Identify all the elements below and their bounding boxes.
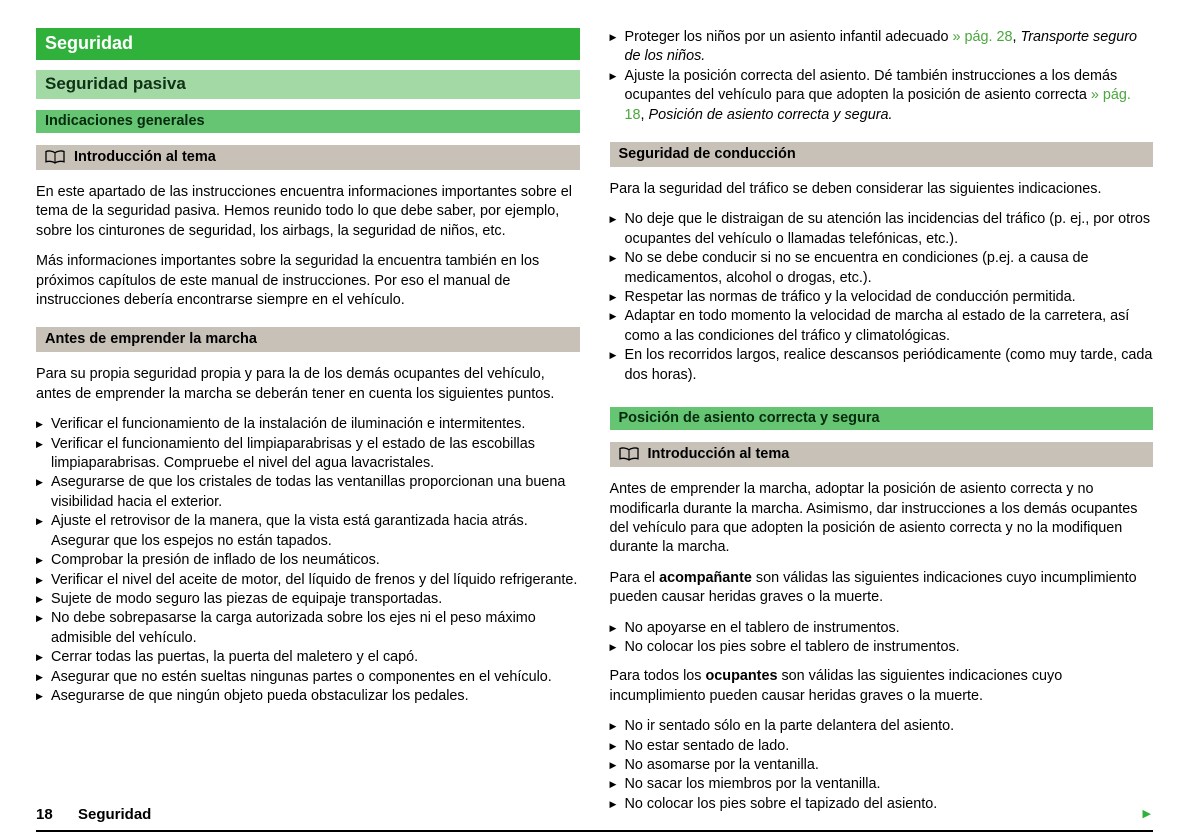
bullet-item bbox=[36, 590, 580, 609]
before-driving-bar bbox=[36, 327, 580, 352]
seat-position-section-bar: Posición de asiento correcta y segura bbox=[610, 407, 1154, 430]
bullet-item bbox=[36, 571, 580, 590]
bullet-marker-icon: ▶ bbox=[609, 779, 617, 790]
bullet-text: Verificar el funcionamiento de la instalación de iluminación e intermitentes. bbox=[51, 416, 526, 433]
bullet-item bbox=[610, 775, 1154, 794]
bullet-marker-icon: ▶ bbox=[36, 593, 43, 604]
footer-text bbox=[36, 806, 1153, 823]
chapter-title-bar: Seguridad bbox=[36, 28, 580, 60]
bullet-item bbox=[610, 717, 1154, 736]
bullet-marker-icon: ▶ bbox=[36, 574, 43, 585]
bullet-marker-icon: ▶ bbox=[609, 721, 617, 732]
bullet-marker-icon: ▶ bbox=[609, 740, 617, 751]
bullet-marker-icon: ▶ bbox=[609, 311, 617, 322]
bullet-marker-icon: ▶ bbox=[36, 555, 43, 566]
bullet-item bbox=[36, 609, 580, 648]
text-segment: Transporte seguro de los niños. bbox=[624, 29, 1138, 65]
bullet-item bbox=[610, 249, 1154, 288]
bullet-text: No sacar los miembros por la ventanilla. bbox=[624, 776, 881, 793]
bullet-item bbox=[36, 512, 580, 551]
left-column bbox=[36, 28, 580, 824]
bullet-marker-icon: ▶ bbox=[609, 622, 617, 633]
driving-safety-label: Seguridad de conducción bbox=[618, 146, 796, 163]
intro-paragraph-2: Más informaciones importantes sobre la seguridad la encuentra también en los próximos capítulos de este manual de instrucciones. Por eso el manual de instrucciones debería encontrarse siempre en el vehículo. bbox=[36, 253, 540, 309]
open-book-icon bbox=[619, 447, 639, 461]
bullet-item bbox=[610, 28, 1154, 67]
bullet-item bbox=[610, 638, 1154, 657]
text-segment: son válidas las siguientes indicaciones cuyo incumplimiento pueden causar heridas graves o la muerte. bbox=[609, 569, 1137, 606]
bullet-marker-icon: ▶ bbox=[609, 214, 617, 225]
bullet-item bbox=[36, 435, 580, 474]
text-segment: ocupantes bbox=[705, 668, 778, 685]
pre-drive-checklist bbox=[36, 415, 580, 706]
before-driving-paragraph: Para su propia seguridad propia y para la de los demás ocupantes del vehículo, antes de emprender la marcha se deberán tener en cuenta los siguientes puntos. bbox=[36, 366, 555, 402]
bullet-text: Adaptar en todo momento la velocidad de marcha al estado de la carretera, así como a las condiciones del tráfico y climatológicas. bbox=[624, 308, 1130, 344]
intro-topic-bar-2 bbox=[610, 442, 1154, 467]
text-segment: , bbox=[640, 106, 649, 123]
bullet-text: Asegurarse de que los cristales de todas las ventanillas proporcionan una buena visibilidad hacia el exterior. bbox=[51, 474, 566, 510]
bullet-marker-icon: ▶ bbox=[36, 613, 43, 624]
bullet-marker-icon: ▶ bbox=[609, 350, 617, 361]
intro-topic-label-2: Introducción al tema bbox=[647, 446, 790, 463]
bullet-text: Ajuste el retrovisor de la manera, que la vista está garantizada hacia atrás. Asegurar que los espejos no están tapados. bbox=[51, 513, 528, 549]
bullet-marker-icon: ▶ bbox=[609, 641, 617, 652]
text-segment: Para el bbox=[609, 569, 660, 586]
bullet-text: Verificar el funcionamiento del limpiaparabrisas y el estado de las escobillas limpiaparabrisas. Compruebe el nivel del agua lavacristales. bbox=[51, 435, 535, 472]
bullet-marker-icon: ▶ bbox=[36, 671, 43, 682]
bullet-text: No colocar los pies sobre el tablero de instrumentos. bbox=[624, 638, 960, 655]
seat-position-paragraph: Antes de emprender la marcha, adoptar la posición de asiento correcta y no modificarla durante la marcha. Asimismo, dar instrucciones a los demás ocupantes del vehículo para que adopten la posición de asiento correcta y no la modifiquen durante la marcha. bbox=[609, 481, 1138, 556]
driving-safety-list bbox=[610, 210, 1154, 385]
bullet-item bbox=[610, 307, 1154, 346]
continuation-arrow-icon: ▶ bbox=[1142, 807, 1151, 820]
bullet-item bbox=[610, 288, 1154, 307]
bullet-item bbox=[610, 67, 1154, 125]
bullet-text: Asegurarse de que ningún objeto pueda obstaculizar los pedales. bbox=[51, 687, 469, 704]
bullet-marker-icon: ▶ bbox=[609, 70, 617, 81]
open-book-icon bbox=[45, 150, 65, 164]
bullet-item bbox=[610, 756, 1154, 775]
bullet-item bbox=[36, 648, 580, 667]
page-reference-link[interactable]: » pág. 28 bbox=[952, 29, 1013, 45]
bullet-marker-icon: ▶ bbox=[609, 253, 617, 264]
driving-safety-paragraph: Para la seguridad del tráfico se deben considerar las siguientes indicaciones. bbox=[609, 181, 1102, 198]
page-number: 18 bbox=[36, 806, 53, 823]
bullet-item bbox=[36, 668, 580, 687]
bullet-item bbox=[36, 551, 580, 570]
bullet-text: Respetar las normas de tráfico y la velocidad de conducción permitida. bbox=[624, 289, 1076, 306]
text-segment: Posición de asiento correcta y segura. bbox=[648, 106, 893, 123]
bullet-marker-icon: ▶ bbox=[609, 292, 617, 303]
text-segment: Ajuste la posición correcta del asiento. Dé también instrucciones a los demás ocupantes del vehículo para que adopten la posición de asiento correcta bbox=[624, 67, 1118, 104]
bullet-marker-icon: ▶ bbox=[36, 419, 43, 430]
bullet-text: Comprobar la presión de inflado de los neumáticos. bbox=[51, 552, 380, 569]
footer-rule bbox=[36, 830, 1153, 832]
bullet-text: No se debe conducir si no se encuentra en condiciones (p.ej. a causa de medicamentos, alcohol o drogas, etc.). bbox=[624, 250, 1089, 286]
bullet-item bbox=[36, 473, 580, 512]
bullet-text: No deje que le distraigan de su atención las incidencias del tráfico (p. ej., por otros ocupantes del vehículo o llamadas telefónicas, etc.). bbox=[624, 211, 1151, 247]
bullet-text: Sujete de modo seguro las piezas de equipaje transportadas. bbox=[51, 590, 443, 607]
subsection-title-bar: Indicaciones generales bbox=[36, 110, 580, 133]
bullet-marker-icon: ▶ bbox=[36, 690, 43, 701]
page-reference-link[interactable]: » pág. 18 bbox=[624, 87, 1131, 123]
bullet-item bbox=[610, 346, 1154, 385]
bullet-marker-icon: ▶ bbox=[36, 516, 43, 527]
passenger-paragraph bbox=[610, 569, 1154, 608]
occupants-rules-list bbox=[610, 717, 1154, 814]
bullet-text: En los recorridos largos, realice descansos periódicamente (como muy tarde, cada dos horas). bbox=[624, 347, 1153, 383]
text-segment: acompañante bbox=[659, 569, 752, 586]
intro-topic-label: Introducción al tema bbox=[74, 149, 216, 165]
driving-safety-bar bbox=[610, 142, 1154, 167]
bullet-marker-icon: ▶ bbox=[36, 438, 43, 449]
bullet-text: Verificar el nivel del aceite de motor, del líquido de frenos y del líquido refrigerante. bbox=[51, 571, 578, 588]
text-segment: Proteger los niños por un asiento infantil adecuado bbox=[624, 29, 953, 45]
occupants-paragraph bbox=[610, 667, 1154, 706]
bullet-item bbox=[610, 619, 1154, 638]
passenger-rules-list bbox=[610, 619, 1154, 658]
bullet-marker-icon: ▶ bbox=[609, 32, 617, 42]
text-segment: son válidas las siguientes indicaciones cuyo incumplimiento pueden causar heridas graves o la muerte. bbox=[609, 668, 1063, 704]
before-driving-label: Antes de emprender la marcha bbox=[45, 331, 257, 348]
bullet-marker-icon: ▶ bbox=[609, 798, 617, 809]
bullet-text bbox=[625, 28, 1154, 67]
intro-paragraph-1: En este apartado de las instrucciones encuentra informaciones importantes sobre el tema de la seguridad pasiva. Hemos reunido todo lo que debe saber, por ejemplo, sobre los cinturones de seguridad, los airbags, la seguridad de niños, etc. bbox=[36, 184, 572, 239]
bullet-text: Cerrar todas las puertas, la puerta del maletero y el capó. bbox=[51, 649, 419, 666]
page-footer bbox=[36, 806, 1153, 832]
bullet-text: No debe sobrepasarse la carga autorizada sobre los ejes ni el peso máximo admisible del vehículo. bbox=[51, 610, 536, 646]
bullet-item bbox=[36, 415, 580, 434]
intro-topic-bar bbox=[36, 145, 580, 170]
bullet-text: No estar sentado de lado. bbox=[624, 737, 790, 754]
text-segment: , bbox=[1012, 29, 1021, 45]
bullet-marker-icon: ▶ bbox=[36, 652, 43, 663]
bullet-text: No apoyarse en el tablero de instrumentos. bbox=[624, 619, 900, 636]
bullet-text: No ir sentado sólo en la parte delantera del asiento. bbox=[624, 718, 955, 735]
right-column bbox=[610, 28, 1154, 824]
footer-chapter-label: Seguridad bbox=[78, 806, 152, 823]
bullet-text bbox=[625, 67, 1154, 125]
continued-bullet-list bbox=[610, 28, 1154, 125]
bullet-text: No colocar los pies sobre el tapizado del asiento. bbox=[624, 795, 938, 812]
bullet-text: Asegurar que no estén sueltas ningunas partes o componentes en el vehículo. bbox=[51, 668, 552, 685]
bullet-item bbox=[610, 737, 1154, 756]
bullet-item bbox=[36, 687, 580, 706]
bullet-marker-icon: ▶ bbox=[36, 477, 43, 488]
section-title-bar: Seguridad pasiva bbox=[36, 70, 580, 99]
bullet-item bbox=[610, 210, 1154, 249]
bullet-marker-icon: ▶ bbox=[609, 759, 617, 770]
text-segment: Para todos los bbox=[609, 668, 706, 685]
bullet-text: No asomarse por la ventanilla. bbox=[624, 756, 819, 773]
